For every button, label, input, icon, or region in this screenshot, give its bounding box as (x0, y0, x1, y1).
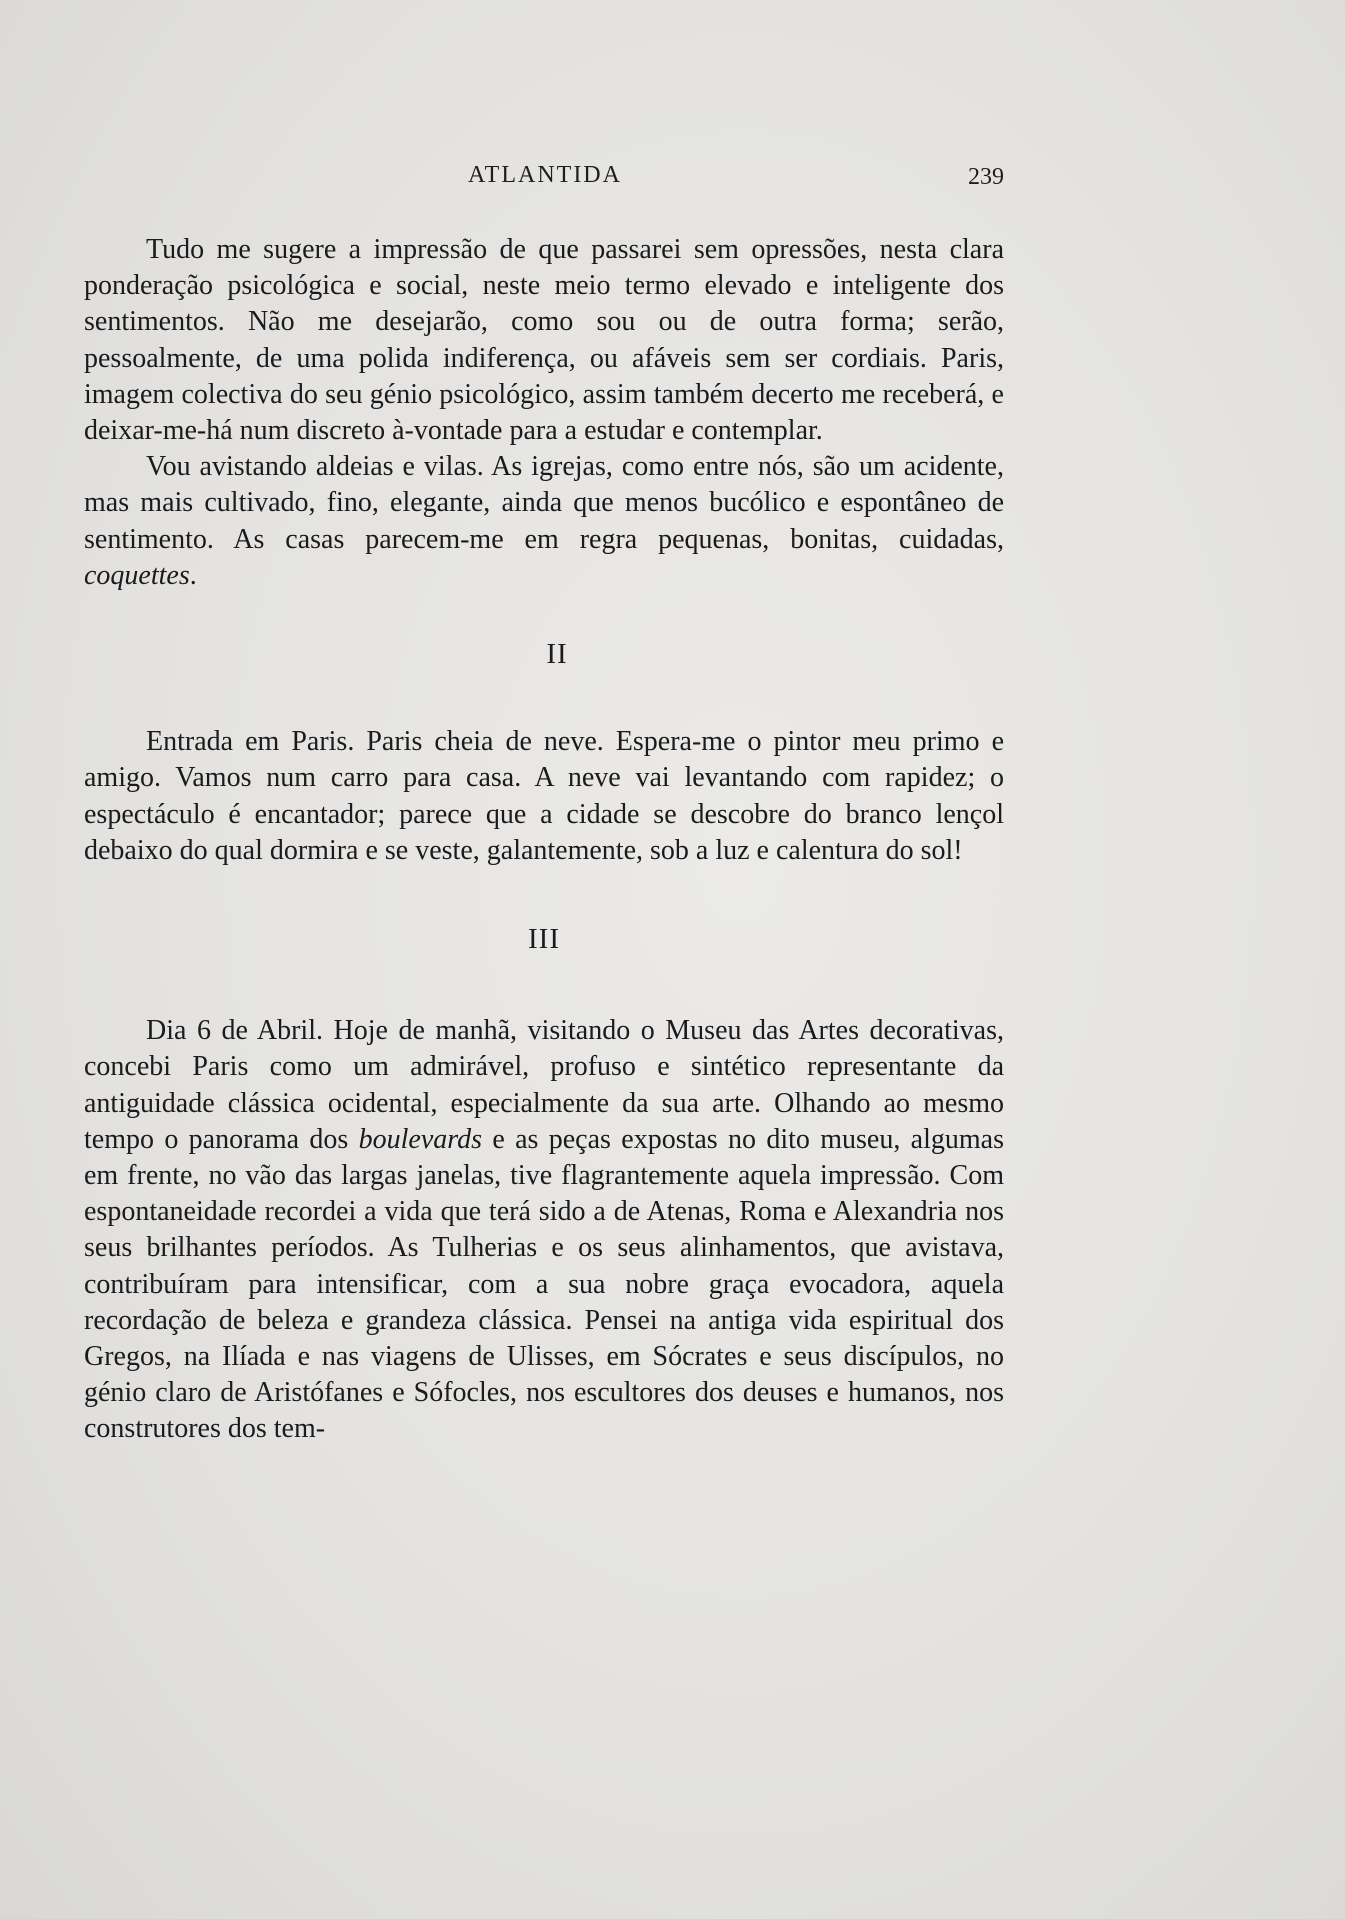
section-heading-iii: III (528, 923, 560, 956)
body-text (84, 232, 1004, 1448)
italic-word: coquettes (84, 559, 190, 591)
paragraph (84, 1013, 1004, 1447)
running-title: ATLANTIDA (468, 162, 622, 188)
paragraph: Entrada em Paris. Paris cheia de neve. Espera-me o pintor meu primo e amigo. Vamos num carro para casa. A neve vai levantando com rapidez; o espectáculo é encantador; parece que a cidade se descobre do branco lençol debaixo do qual dormira e se veste, galantemente, sob a luz e calentura do sol! (84, 726, 1004, 866)
paragraph (84, 449, 1004, 594)
paragraph-text: Dia 6 de Abril. Hoje de manhã, visitando o Museu das Artes decorativas, concebi Paris como um admirável, profuso e sintético representante da antiguidade clássica ocidental, especialmente da sua arte. Olhando ao mesmo tempo o panorama dos (84, 1015, 1004, 1155)
paragraph-text: Vou avistando aldeias e vilas. As igrejas, como entre nós, são um acidente, mas mais cultivado, fino, elegante, ainda que menos bucólico e espontâneo de sentimento. As casas parecem-me em regra pequenas, bonitas, cuidadas, (84, 451, 1004, 555)
italic-word: boulevards (358, 1123, 482, 1155)
paragraph-text: . (189, 559, 197, 591)
page-header (84, 162, 1004, 198)
section-heading-ii: II (546, 638, 568, 671)
page-number: 239 (968, 164, 1004, 190)
paragraph-text: e as peças expostas no dito museu, algumas em frente, no vão das largas janelas, tive flagrantemente aquela impressão. Com espontaneidade recordei a vida que terá sido a de Atenas, Roma e Alexandria nos seus brilhantes períodos. As Tulherias e os seus alinhamentos, que avistava, contribuíram para intensificar, com a sua nobre graça evocadora, aquela recordação de beleza e grandeza clássica. Pensei na antiga vida espiritual dos Gregos, na Ilíada e nas viagens de Ulisses, em Sócrates e seus discípulos, no génio claro de Aristófanes e Sófocles, nos escultores dos deuses e humanos, nos construtores dos tem- (84, 1123, 1004, 1445)
paragraph: Tudo me sugere a impressão de que passarei sem opressões, nesta clara ponderação psicológica e social, neste meio termo elevado e inteligente dos sentimentos. Não me desejarão, como sou ou de outra forma; serão, pessoalmente, de uma polida indiferença, ou afáveis sem ser cordiais. Paris, imagem colectiva do seu génio psicológico, assim também decerto me receberá, e deixar-me-há num discreto à-vontade para a estudar e contemplar. (84, 234, 1004, 447)
